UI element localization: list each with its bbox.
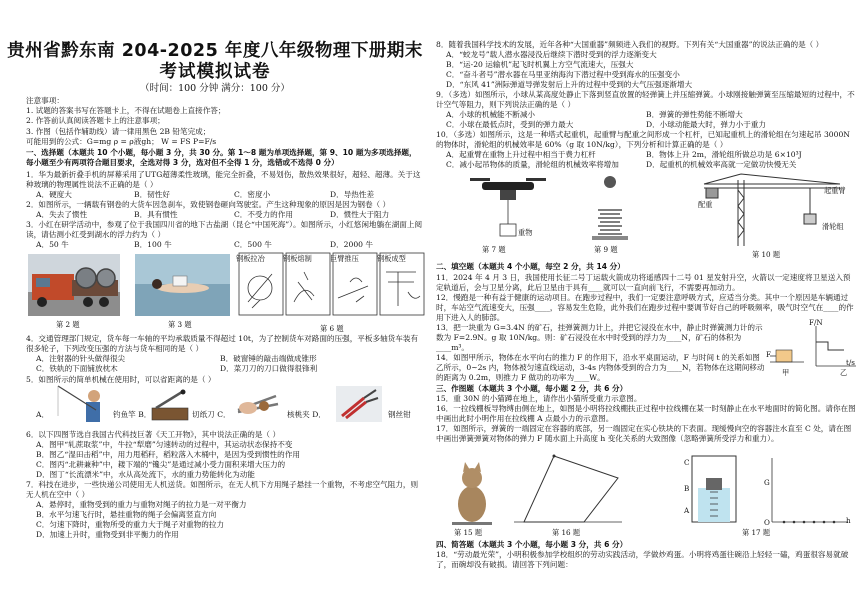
q10-option-a: A．起重臂在重物上升过程中相当于费力杠杆 [446,150,596,159]
question-17: 17．如图所示，弹簧的一端固定在容器的底部，另一端固定在实心铁块的下表面。现缓慢向空的容器注水直至 C 处，请在图中画出弹簧弹簧对物体的弹力 F 随水面上升高度 h 变化关系的大致图像（忽略弹簧所受浮力和重力）。 [436,424,852,443]
spring-container-figure [668,452,852,528]
wire-pliers-figure [336,386,382,422]
section3-heading: 三、作图题（本题共 3 个小题，每小题 2 分，共 6 分） [436,384,628,393]
fig14-label: F/N [809,318,823,327]
note-item: 1. 试题的答案书写在答题卡上，不得在试题卷上直接作答； [26,106,226,115]
fishing-rod-figure [56,384,110,426]
q3-option-a: A．50 牛 [36,240,69,249]
q5-option-b: 钓鱼竿 B． [113,410,152,419]
q4-option-d: D．菜刀刀的刀口做得很锋利 [220,364,318,373]
q9-option-d: D．小球动能最大时，弹力小于重力 [646,120,766,129]
fig14-label: 甲 [782,368,790,377]
question-13: 13．把一块重为 G=3.4N 的矿石，挂弹簧测力计上，并把它浸没在水中，静止时弹簧测力计的示数为 F=2.9N。g 取 10N/kg。则：矿石浸没在水中时受到的浮力为____N，矿石的体积为____m³。 [436,323,763,352]
q6-option-b: B．图乙“湿田击稻”中，用力甩稻秆，稻粒落入木桶中，是因为受到惯性的作用 [36,450,300,459]
q9-option-b: B．弹簧的弹性势能不断增大 [646,110,743,119]
fig17-label: A [684,506,690,515]
q1-option-b: B．韧性好 [134,190,170,199]
figure-caption: 第 3 题 [168,320,192,329]
nutcracker-figure [236,386,282,422]
cat-figure [452,458,492,526]
fig17-label: G [764,478,770,487]
figure-caption: 第 6 题 [320,324,344,333]
question-4: 4．交通管理部门规定，货车每一车轴的平均承载质量不得超过 10t，为了控制货车对路面的压强，平板多轴货车装有很多轮子，下列改变压强的方法与货车相同的是（ ） [26,334,419,353]
fig7-label: 重物 [518,228,533,237]
q9-option-c: C．小球在最低点时，受到的弹力最大 [446,120,574,129]
fig17-label: O [764,518,770,527]
paper-cutter-figure [150,388,190,424]
question-3: 3．小红在研学活动中，参观了位于我国四川省的地下古盐湖（昆仑“中国死海”）。如图所示，小红悠闲地躺在湖面上阅读，请估测小红受到湖水的浮力约为（ ） [26,220,423,239]
question-10: 10．（多选）如图所示，这是一种塔式起重机，起重臂与配重之间形成一个杠杆，已知起重机上的滑轮组在匀速起吊 3000N 的物体时，滑轮组的机械效率是 60%（g 取 10N/kg），下列分析和计算正确的是（ ） [436,130,850,149]
question-18: 18．“劳动最光荣”，小明积极参加学校组织的劳动实践活动，学做炒鸡蛋。小明将鸡蛋往碗沿上轻轻一磕，鸡蛋很容易就破了，而碗却没有破损。请回答下列问题： [436,550,849,569]
figure-caption: 第 7 题 [482,245,506,254]
figure-caption: 第 15 题 [454,528,483,537]
q7-option-b: B．水平匀速飞行时，悬挂重物的绳子会偏离竖直方向 [36,510,217,519]
q2-option-c: C．不受力的作用 [234,210,293,219]
q10-option-d: D．起重机的机械效率高就一定做功快慢无关 [646,160,797,169]
q6-option-d: D．图丁“长流漂米”中，水从高处流下，水的重力势能转化为动能 [36,470,255,479]
figure-caption: 第 17 题 [742,528,771,537]
question-2: 2．如图所示，一辆载有钢卷的大货车因急刹车，致使钢卷砸向驾驶室。产生这种现象的原因是因为钢卷（ ） [26,200,391,209]
q4-option-c: C．铁轨的下面铺放枕木 [36,364,118,373]
fig6-label: 钢板拉冶 [236,254,265,263]
fig17-label: C [684,458,690,467]
q8-option-d: D．“东风 41”洲际弹道导弹发射后上升的过程中受到的大气压强逐渐增大 [446,80,693,89]
figure-caption: 第 2 题 [56,320,80,329]
tower-crane-figure [700,170,850,250]
fig6-label: 钢板熔制 [283,254,312,263]
section4-heading: 四、简答题（本题共 3 个小题，每小题 3 分，共 6 分） [436,540,628,549]
question-11: 11．2024 年 4 月 3 日，我国使用长征二号丁运载火箭成功将遥感四十二号 01 星发射升空，火箭以一定速度将卫星送入预定轨道后，会与卫星分离，此后卫星由于具有____就可以一直向前飞行，不需要再加动力。 [436,273,851,292]
q4-option-a: A．注射器的针头做得很尖 [36,354,126,363]
q2-option-b: B．具有惯性 [134,210,178,219]
note-item: 2. 作答前认真阅读答题卡上的注意事项； [26,116,165,125]
question-12: 12．慢跑是一种有益于健康的运动项目。在跑步过程中，我们一定要注意呼吸方式，应适当分类。其中一个原因是车辆通过时，车站空气流速变大，压强____，容易发生危险，此外我们在跑步过程中要调节好自己的呼吸频率，吸气时空气在____的作用下进入人的肺部。 [436,293,854,322]
section2-heading: 二、填空题（本题共 4 个小题，每空 2 分，共 14 分） [436,262,625,271]
q5-option-e: 钢丝钳 [388,410,411,419]
ball-spring-figure [592,174,628,244]
question-8: 8．随着我国科学技术的发展，近年各种“大国重器”频频进入我们的视野。下列有关“大国重器”的说法正确的是（ ） [436,40,824,49]
q6-option-a: A．图甲“轧蔗取浆”中，牛拉“犁磨”匀速转动的过程中，其运动状态保持不变 [36,440,293,449]
q7-option-d: D．加速上升时，重物受到非平衡力的作用 [36,530,179,539]
drone-figure [462,174,554,244]
q3-option-c: C．500 牛 [234,240,272,249]
q1-option-d: D．导热性差 [330,190,375,199]
fig17-label: h [846,516,851,525]
figure-caption: 第 9 题 [594,245,618,254]
figure-caption: 第 16 题 [552,528,581,537]
q1-option-a: A．硬度大 [36,190,72,199]
fig17-label: B [684,484,690,493]
question-9: 9．（多选）如图所示，小球从某高度处静止下落到竖直放置的轻弹簧上并压缩弹簧。小球刚接触弹簧至压缩最短的过程中，不计空气等阻力，则下列说法正确的是（ ） [436,90,855,109]
exam-subtitle: （时间：100 分钟 满分：100 分） [140,83,290,94]
fig14-label: F [766,350,771,359]
question-6: 6．以下四图节选自我国古代科技巨著《天工开物》，其中说法正确的是（ ） [26,430,281,439]
q5-option-c: 切纸刀 C． [192,410,231,419]
question-15: 15．重 30N 的小猫蹲在地上，请作出小猫所受重力示意图。 [436,394,642,403]
formula-line: 可能用到的公式：G=mg ρ = ρ液gh； W = FS P=F/s [26,137,217,146]
q10-option-b: B．物体上升 2m，滑轮组所做总功是 6×10³J [646,150,802,159]
q5-option-a: A． [36,410,50,419]
fig10-label: 滑轮组 [822,222,844,231]
q6-option-c: C．图丙“北耕兼种”中，耧下端的“镵尖”是通过减小受力面积来增大压力的 [36,460,286,469]
q4-option-b: B．破窗锤的敲击端做成锥形 [220,354,317,363]
q5-option-d: 核桃夹 D． [287,410,326,419]
fig10-label: 起重臂 [824,186,846,195]
notes-heading: 注意事项： [26,96,64,105]
q8-option-b: B．“运-20 运输机”起飞时机翼上方空气流速大，压强大 [446,60,634,69]
q7-option-c: C．匀速下降时，重物所受的重力大于绳子对重物的拉力 [36,520,225,529]
question-16: 16．一拉线棚板导物缚由侧在地上，如图是小明将拉线棚扶正过程中拉线棚在某一时刻静止在水平地面时的简化图。请你在图中画出此时小明作用在拉线棚 A 点最小力的示意图。 [436,404,856,423]
note-item: 3. 作图（包括作辅助线）请一律用黑色 2B 铅笔完成； [26,127,211,136]
fig10-label: 配重 [698,200,713,209]
q1-option-c: C．密度小 [234,190,271,199]
q2-option-d: D．惯性大于阻力 [330,210,390,219]
q9-option-a: A．小球的机械能不断减小 [446,110,536,119]
question-5: 5．如图所示的简单机械在使用时，可以省距离的是（ ） [26,375,216,384]
q10-option-c: C．减小起吊物体的质量，滑轮组的机械效率将增加 [446,160,619,169]
q3-option-b: B．100 牛 [134,240,172,249]
question-7: 7．科技在进步，一些快递公司使用无人机送货。如图所示，在无人机下方用绳子悬挂一个重物，不考虑空气阻力，则无人机在空中（ ） [26,480,419,499]
question-14: 14．如图甲所示，物体在水平向右的推力 F 的作用下，沿水平桌面运动，F 与时间 t 的关系如图乙所示，0~2s 内，物体被匀速直线运动，3-4s 内物体受到的合力为____N，若物体在这期间移动的距离为 0.2m，则推力 F 做功的功率为____W。 [436,353,765,382]
q8-option-c: C．“奋斗者号”潜水器在马里亚纳海沟下潜过程中受到海水的压强变小 [446,70,680,79]
fig14-label: t/s [846,358,855,367]
q7-option-a: A．悬停时，重物受到的重力与重物对绳子的拉力是一对平衡力 [36,500,247,509]
fig14-label: 乙 [840,368,848,377]
q8-option-a: A．“蛟龙号”载人潜水器浸没后继续下潜时受到的浮力逐渐变大 [446,50,657,59]
figure-caption: 第 10 题 [752,250,781,259]
floating-girl-figure [135,254,230,316]
q2-option-a: A．失去了惯性 [36,210,88,219]
exam-title-line1: 贵州省黔东南 204-2025 年度八年级物理下册期末 [7,41,423,61]
exam-title-line2: 考试模拟试卷 [159,62,271,82]
right-column [432,0,860,608]
fig6-label: 钢板成型 [377,254,406,263]
fig6-label: 巨臂推压 [330,254,359,263]
tilted-board-figure [514,450,624,526]
truck-figure [28,254,120,316]
section1-heading: 一、选择题（本题共 10 个小题，每小题 3 分，共 30 分。第 1～8 题为单项选择题，第 9、10 题为多项选择题，每小题至少有两项符合题目要求，全选对得 3 分，选对但不全得 1 分，选错或不选得 0 分） [26,148,417,167]
question-1: 1．华为最新折叠手机的屏幕采用了UTG超薄柔性玻璃，能完全折叠，不易划伤，散热效果很好，超轻、超薄。关于这种玻璃的物理属性说法不正确的是（ ） [26,170,421,189]
q3-option-d: D．2000 牛 [330,240,374,249]
